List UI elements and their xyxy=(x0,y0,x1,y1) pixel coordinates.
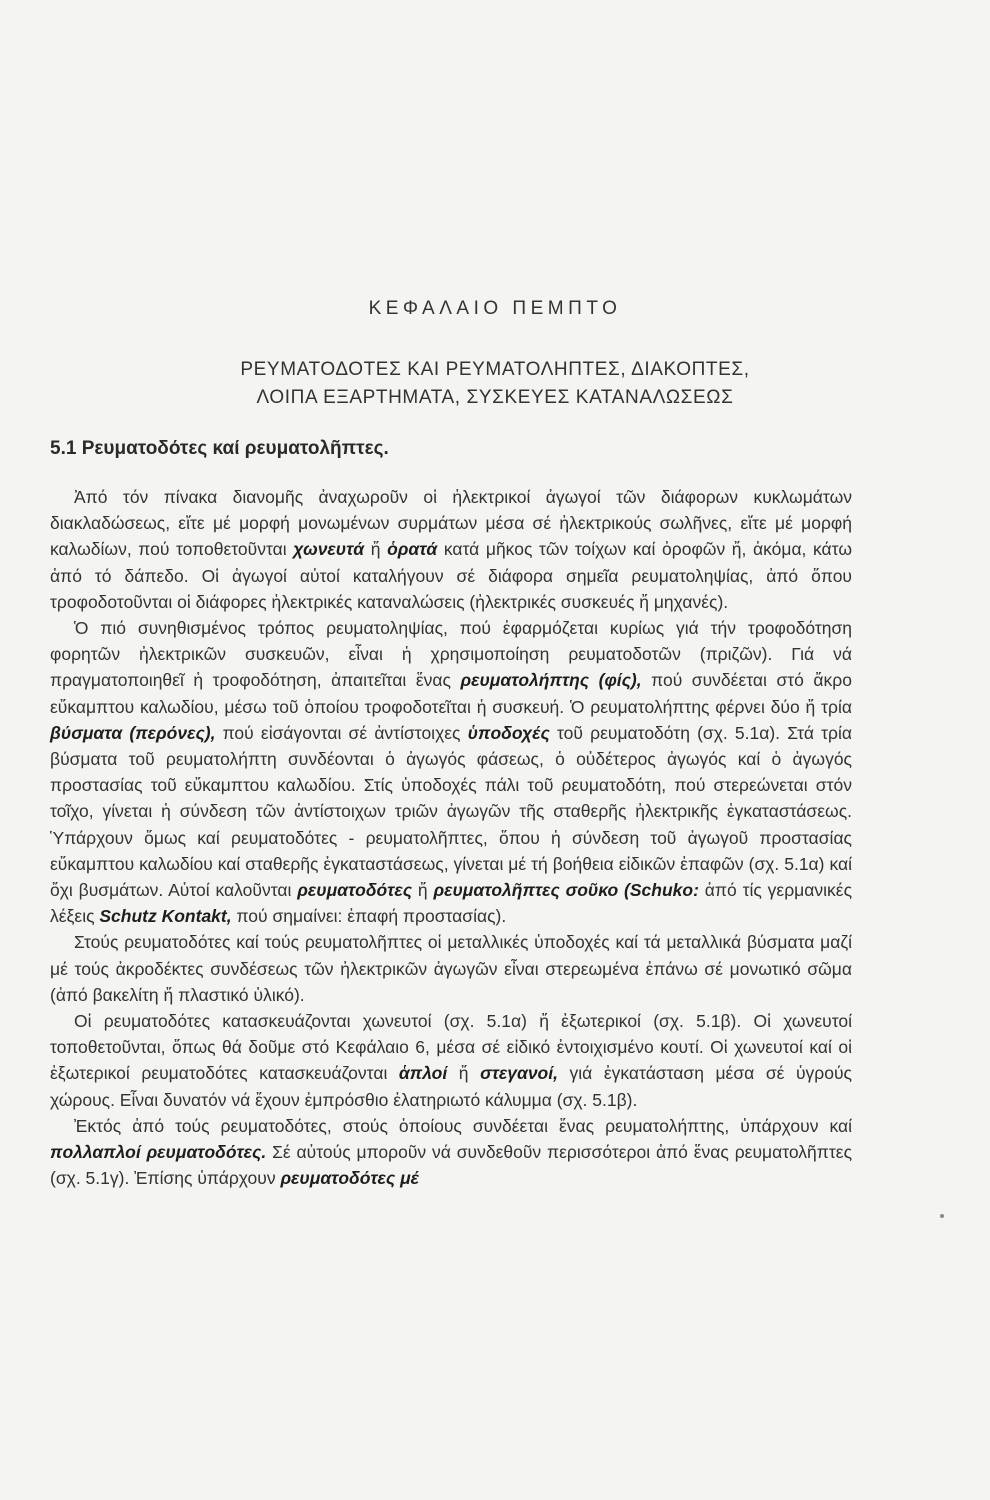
text-run: πού συνδέεται στό ἄκρο εὔκαμπτου καλωδίου, μέσω τοῦ ὁποίου τροφοδοτεῖται ἡ συσκευή. Ὁ ρευματολήπτης φέρνει δύο ἤ τρία xyxy=(50,670,852,717)
emphasis-term: ρευματολῆπτες σοῦκο (Schuko: xyxy=(433,880,699,901)
emphasis-term: ρευματοδότες xyxy=(297,880,413,901)
emphasis-term: ρευματολήπτης (φίς), xyxy=(460,670,642,691)
paragraph xyxy=(50,1113,852,1192)
paragraph xyxy=(50,484,852,615)
text-run: Ὁ πιό συνηθισμένος τρόπος ρευματοληψίας, πού ἐφαρμόζεται κυρίως γιά τήν τροφοδότηση φορητῶν ἠλεκτρικῶν συσκευῶν, εἶναι ἡ χρησιμοποίηση ρευματοδοτῶν (πριζῶν). Γιά νά πραγματοποιηθεῖ ἡ τροφοδότηση, ἀπαιτεῖται ἕνας xyxy=(50,618,852,691)
text-run: ἤ xyxy=(364,539,388,560)
emphasis-term: βύσματα (περόνες), xyxy=(50,722,216,743)
paragraph xyxy=(50,1008,852,1113)
text-run: πού σημαίνει: ἐπαφή προστασίας). xyxy=(231,906,507,927)
text-run: Σέ αὐτούς μποροῦν νά συνδεθοῦν περισσότεροι ἀπό ἕνας ρευματολῆπτες (σχ. 5.1γ). Ἐπίσης ὑπάρχουν xyxy=(50,1142,852,1189)
body-text xyxy=(50,484,852,1191)
text-run: γιά ἐγκατάσταση μέσα σέ ὑγρούς χώρους. Εἶναι δυνατόν νά ἔχουν ἐμπρόσθιο ἐλατηριωτό κάλυμμα (σχ. 5.1β). xyxy=(50,1063,852,1110)
section-heading: 5.1 Ρευματοδότες καί ρευματολῆπτες. xyxy=(50,438,389,459)
text-run: ἤ xyxy=(412,880,434,901)
text-run: Ἐκτός ἀπό τούς ρευματοδότες, στούς ὁποίους συνδέεται ἕνας ρευματολήπτης, ὑπάρχουν καί xyxy=(74,1115,852,1136)
text-run: τοῦ ρευματοδότη (σχ. 5.1α). Στά τρία βύσματα τοῦ ρευματολήπτη συνδέονται ὁ ἀγωγός φάσεως, ὁ οὐδέτερος ἀγωγός καί ὁ ἀγωγός προστασίας τοῦ εὔκαμπτου καλωδίου. Στίς ὑποδοχές πάλι τοῦ ρευματοδότη, πού στερεώνεται στόν τοῖχο, γίνεται ἡ σύνδεση τῶν ἀντίστοιχων τριῶν ἀγωγῶν τῆς σταθερῆς ἠλεκτρικῆς ἐγκαταστάσεως. Ὑπάρχουν ὅμως καί ρευματοδότες - ρευματολῆπτες, ὅπου ἡ σύνδεση τοῦ ἀγωγοῦ προστασίας εὔκαμπτου καλωδίου καί σταθερῆς ἐγκαταστάσεως, γίνεται μέ τή βοήθεια εἰδικῶν ἐπαφῶν (σχ. 5.1α) καί ὄχι βυσμάτων. Αὐτοί καλοῦνται xyxy=(50,722,852,901)
text-run: Ἀπό τόν πίνακα διανομῆς ἀναχωροῦν οἱ ἠλεκτρικοί ἀγωγοί τῶν διάφορων κυκλωμάτων διακλαδώσεως, εἴτε μέ μορφή μονωμένων συρμάτων μέσα σέ ἠλεκτρικούς σωλῆνες, εἴτε μέ μορφή καλωδίων, πού τοποθετοῦνται xyxy=(50,487,852,560)
scan-speck xyxy=(940,1214,944,1218)
chapter-title-line-2: ΛΟΙΠΑ ΕΞΑΡΤΗΜΑΤΑ, ΣΥΣΚΕΥΕΣ ΚΑΤΑΝΑΛΩΣΕΩΣ xyxy=(256,387,734,408)
text-run: πού εἰσάγονται σέ ἀντίστοιχες xyxy=(215,722,468,743)
emphasis-term: πολλαπλοί ρευματοδότες. xyxy=(50,1142,267,1163)
emphasis-term: ὑποδοχές xyxy=(467,722,550,743)
emphasis-term: Schutz Kontakt, xyxy=(99,906,232,927)
text-run: ἀπό τίς γερμανικές λέξεις xyxy=(50,880,852,927)
paragraph xyxy=(50,929,852,1008)
emphasis-term: ὁρατά xyxy=(387,539,438,560)
emphasis-term: ἁπλοί xyxy=(398,1063,448,1084)
emphasis-term: χωνευτά xyxy=(293,539,365,560)
chapter-title-line-1: ΡΕΥΜΑΤΟΔΟΤΕΣ ΚΑΙ ΡΕΥΜΑΤΟΛΗΠΤΕΣ, ΔΙΑΚΟΠΤΕΣ, xyxy=(240,359,750,380)
text-run: Οἱ ρευματοδότες κατασκευάζονται χωνευτοί (σχ. 5.1α) ἤ ἐξωτερικοί (σχ. 5.1β). Οἱ χωνευτοί τοποθετοῦνται, ὅπως θά δοῦμε στό Κεφάλαιο 6, μέσα σέ εἰδικό ἐντοιχισμένο κουτί. Οἱ χωνευτοί καί οἱ ἐξωτερικοί ρευματοδότες κατασκευάζονται xyxy=(50,1011,852,1084)
chapter-label: ΚΕΦΑΛΑΙΟ ΠΕΜΠΤΟ xyxy=(368,298,622,319)
chapter-title xyxy=(0,356,990,412)
emphasis-term: ρευματοδότες μέ xyxy=(280,1168,420,1189)
emphasis-term: στεγανοί, xyxy=(480,1063,558,1084)
text-run: κατά μῆκος τῶν τοίχων καί ὀροφῶν ἤ, ἀκόμα, κάτω ἀπό τό δάπεδο. Οἱ ἀγωγοί αὐτοί καταλήγουν σέ διάφορα σημεῖα ρευματοληψίας, ἀπό ὅπου τροφοδοτοῦνται οἱ διάφορες ἠλεκτρικές καταναλώσεις (ἠλεκτρικές συσκευές ἤ μηχανές). xyxy=(50,539,852,612)
paragraph xyxy=(50,615,852,929)
text-run: ἤ xyxy=(447,1063,481,1084)
text-run: Στούς ρευματοδότες καί τούς ρευματολῆπτες οἱ μεταλλικές ὑποδοχές καί τά μεταλλικά βύσματα μαζί μέ τούς ἀκροδέκτες συνδέσεως τῶν ἠλεκτρικῶν ἀγωγῶν εἶναι στερεωμένα ἐπάνω σέ μονωτικό σῶμα (ἀπό βακελίτη ἤ πλαστικό ὑλικό). xyxy=(50,932,852,1005)
